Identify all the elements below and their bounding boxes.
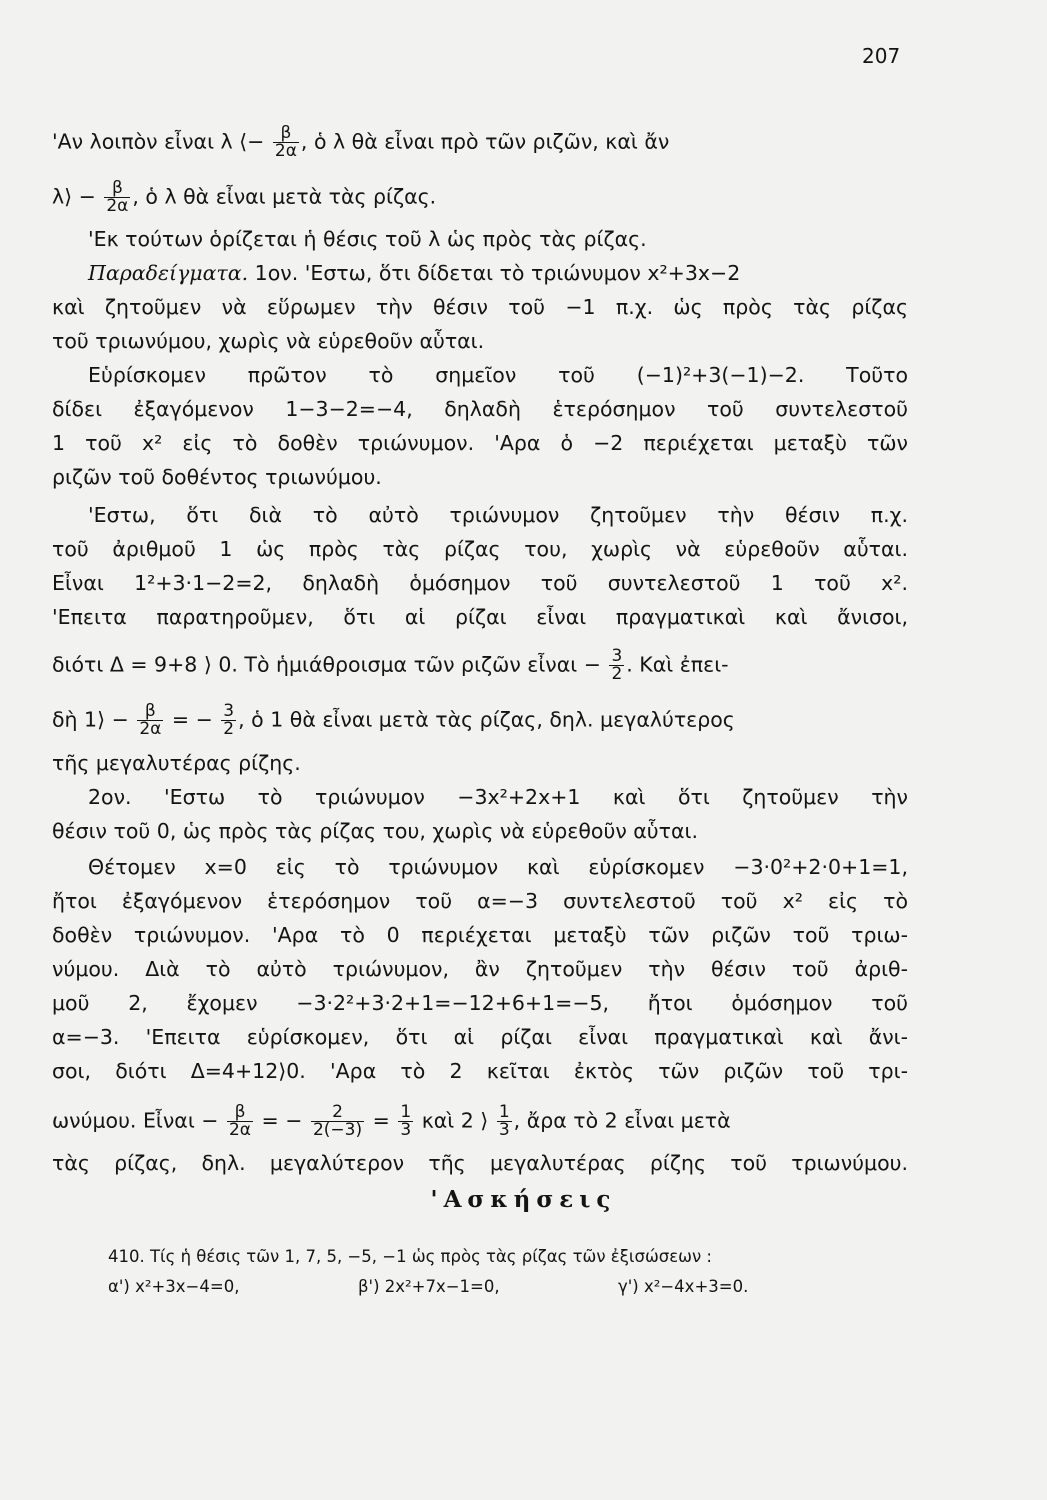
text-line-27: [52, 1102, 908, 1140]
text-line-13: Εἶναι 1²+3·1−2=2, δηλαδὴ ὁμόσημον τοῦ συντελεστοῦ 1 τοῦ x².: [52, 571, 908, 595]
text-segment: διότι Δ = 9+8 ⟩ 0. Τὸ ἡμιάθροισμα τῶν ριζῶν εἶναι −: [52, 652, 601, 677]
text-line-21: ἤτοι ἐξαγόμενον ἑτερόσημον τοῦ α=−3 συντελεστοῦ τοῦ x² εἰς τὸ: [52, 889, 908, 913]
fraction-one-third: $\frac{1}{3}$: [400, 1102, 412, 1140]
text-line-23: νύμου. Διὰ τὸ αὐτὸ τριώνυμον, ἂν ζητοῦμεν τὴν θέσιν τοῦ ἀριθ-: [52, 957, 908, 981]
text-segment: , ἄρα τὸ 2 εἶναι μετὰ: [513, 1108, 731, 1133]
exercise-equations: [108, 1272, 868, 1302]
text-line-3: 'Εκ τούτων ὁρίζεται ἡ θέσις τοῦ λ ὡς πρὸς τὰς ρίζας.: [88, 227, 647, 251]
exercises-heading: 'Ασκήσεις: [430, 1186, 617, 1213]
text-line-24: μοῦ 2, ἔχομεν −3·2²+3·2+1=−12+6+1=−5, ἤτοι ὁμόσημον τοῦ: [52, 991, 908, 1015]
equation-c: γ') x²−4x+3=0.: [618, 1277, 749, 1296]
text-segment: ωνύμου. Εἶναι −: [52, 1108, 219, 1133]
text-segment: 'Αν λοιπὸν εἶναι λ ⟨−: [52, 129, 265, 154]
exercise-410: 410. Τίς ἡ θέσις τῶν 1, 7, 5, −5, −1 ὡς πρὸς τὰς ρίζας τῶν ἐξισώσεων :: [108, 1247, 712, 1266]
text-line-19: θέσιν τοῦ 0, ὡς πρὸς τὰς ρίζας του, χωρὶς νὰ εὑρεθοῦν αὗται.: [52, 819, 698, 843]
text-line-26: σοι, διότι Δ=4+12⟩0. 'Αρα τὸ 2 κεῖται ἐκτὸς τῶν ριζῶν τοῦ τρι-: [52, 1059, 908, 1083]
text-line-14: 'Επειτα παρατηροῦμεν, ὅτι αἱ ρίζαι εἶναι πραγματικαὶ καὶ ἄνισοι,: [52, 605, 908, 629]
fraction-one-third: $\frac{1}{3}$: [498, 1102, 510, 1140]
text-line-28: τὰς ρίζας, δηλ. μεγαλύτερον τῆς μεγαλυτέρας ρίζης τοῦ τριωνύμου.: [52, 1151, 908, 1175]
text-segment: δὴ 1⟩ −: [52, 707, 129, 732]
text-segment: . Καὶ ἐπει-: [626, 652, 729, 677]
text-segment: καὶ 2 ⟩: [421, 1108, 489, 1133]
text-line-17: τῆς μεγαλυτέρας ρίζης.: [52, 751, 301, 775]
text-line-15: [52, 646, 908, 684]
fraction-beta-over-2alpha: $\frac{\beta}{2\alpha}$: [106, 178, 129, 216]
text-line-16: [52, 701, 908, 739]
text-line-6: τοῦ τριωνύμου, χωρὶς νὰ εὑρεθοῦν αὗται.: [52, 329, 485, 353]
text-segment: = −: [171, 707, 213, 732]
fraction-beta-over-2alpha: $\frac{\beta}{2\alpha}$: [228, 1102, 252, 1140]
text-line-11: 'Εστω, ὅτι διὰ τὸ αὐτὸ τριώνυμον ζητοῦμεν τὴν θέσιν π.χ.: [88, 503, 908, 527]
text-line-18: 2ον. 'Εστω τὸ τριώνυμον −3x²+2x+1 καὶ ὅτι ζητοῦμεν τὴν: [88, 785, 908, 809]
fraction-three-halves: $\frac{3}{2}$: [223, 701, 235, 739]
fraction-beta-over-2alpha: $\frac{\beta}{2\alpha}$: [139, 701, 162, 739]
text-line-9: 1 τοῦ x² εἰς τὸ δοθὲν τριώνυμον. 'Αρα ὁ −2 περιέχεται μεταξὺ τῶν: [52, 431, 908, 455]
equation-b: β') 2x²+7x−1=0,: [358, 1277, 500, 1296]
text-line-8: δίδει ἐξαγόμενον 1−3−2=−4, δηλαδὴ ἑτερόσημον τοῦ συντελεστοῦ: [52, 397, 908, 421]
text-line-10: ριζῶν τοῦ δοθέντος τριωνύμου.: [52, 465, 382, 489]
text-line-7: Εὑρίσκομεν πρῶτον τὸ σημεῖον τοῦ (−1)²+3(−1)−2. Τοῦτο: [88, 363, 908, 387]
text-line-1: [52, 123, 908, 161]
page-number: 207: [862, 44, 901, 68]
text-line-5: καὶ ζητοῦμεν νὰ εὕρωμεν τὴν θέσιν τοῦ −1 π.χ. ὡς πρὸς τὰς ρίζας: [52, 295, 908, 319]
text-line-2: [52, 178, 908, 216]
text-line-22: δοθὲν τριώνυμον. 'Αρα τὸ 0 περιέχεται μεταξὺ τῶν ριζῶν τοῦ τριω-: [52, 923, 908, 947]
text-segment: 1ον. 'Εστω, ὅτι δίδεται τὸ τριώνυμον x²+3x−2: [254, 261, 741, 285]
text-segment: =: [372, 1108, 390, 1133]
text-line-25: α=−3. 'Επειτα εὑρίσκομεν, ὅτι αἱ ρίζαι εἶναι πραγματικαὶ καὶ ἄνι-: [52, 1025, 908, 1049]
text-segment: , ὁ λ θὰ εἶναι πρὸ τῶν ριζῶν, καὶ ἄν: [300, 129, 670, 154]
text-line-4: [88, 258, 908, 288]
equation-a: α') x²+3x−4=0,: [108, 1277, 240, 1296]
text-line-20: Θέτομεν x=0 εἰς τὸ τριώνυμον καὶ εὑρίσκομεν −3·0²+2·0+1=1,: [88, 855, 908, 879]
examples-label: Παραδείγματα.: [88, 261, 249, 285]
fraction-beta-over-2alpha: $\frac{\beta}{2\alpha}$: [274, 123, 297, 161]
text-segment: , ὁ 1 θὰ εἶναι μετὰ τὰς ρίζας, δηλ. μεγαλύτερος: [238, 707, 735, 732]
fraction-two-over-minus-six: $\frac{2}{2(-3)}$: [312, 1102, 363, 1140]
text-segment: λ⟩ −: [52, 184, 96, 209]
fraction-three-halves: $\frac{3}{2}$: [611, 646, 623, 684]
text-segment: = −: [261, 1108, 303, 1133]
text-segment: , ὁ λ θὰ εἶναι μετὰ τὰς ρίζας.: [132, 184, 437, 209]
text-line-12: τοῦ ἀριθμοῦ 1 ὡς πρὸς τὰς ρίζας του, χωρὶς νὰ εὑρεθοῦν αὗται.: [52, 537, 908, 561]
